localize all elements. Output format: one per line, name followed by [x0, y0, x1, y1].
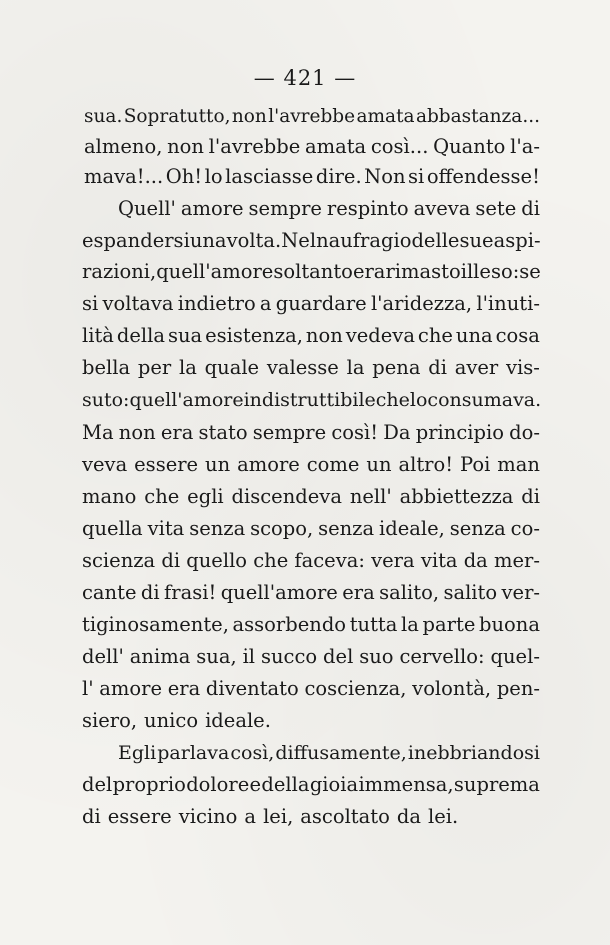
- text-line: suto: quell'amore indistruttibile che lo consumava.: [82, 389, 542, 411]
- text-line: tiginosamente, assorbendo tutta la parte buona: [82, 613, 540, 636]
- text-line: di essere vicino a lei, ascoltato da lei.: [82, 805, 459, 828]
- text-line: l' amore era diventato coscienza, volontà, pen-: [82, 677, 540, 700]
- text-line: scienza di quello che faceva: vera vita da mer-: [82, 549, 540, 572]
- page-number: — 421 —: [253, 66, 357, 90]
- text-line: mava!... Oh! lo lasciasse dire. Non si offendesse!: [84, 165, 540, 188]
- text-line: cante di frasi! quell'amore era salito, salito ver-: [82, 581, 540, 604]
- text-line: dell' anima sua, il succo del suo cervello: quel-: [82, 645, 540, 668]
- text-line: Ma non era stato sempre così! Da principio do-: [82, 421, 540, 444]
- text-line: si voltava indietro a guardare l'aridezza, l'inuti-: [82, 292, 540, 315]
- text-line: lità della sua esistenza, non vedeva che una cosa: [82, 324, 540, 347]
- text-line: espandersi una volta. Nel naufragio delle sue aspi-: [82, 229, 541, 252]
- text-line: razioni, quell'amore soltanto era rimasto illeso: se: [82, 260, 541, 283]
- text-line: sua. Sopratutto, non l'avrebbe amata abbastanza...: [84, 106, 540, 127]
- text-line: almeno, non l'avrebbe amata così... Quanto l'a-: [84, 135, 540, 158]
- text-line: mano che egli discendeva nell' abbiettezza di: [82, 485, 540, 508]
- text-line: del proprio dolore e della gioia immensa, suprema: [82, 773, 540, 796]
- text-line: siero, unico ideale.: [82, 709, 271, 732]
- text-line: veva essere un amore come un altro! Poi man: [82, 453, 540, 476]
- text-line: quella vita senza scopo, senza ideale, senza co-: [82, 517, 540, 540]
- text-line: Quell' amore sempre respinto aveva sete di: [118, 197, 540, 220]
- text-line: bella per la quale valesse la pena di aver vis-: [82, 356, 540, 379]
- text-line: Egli parlava così, diffusamente, inebbriandosi: [118, 742, 540, 764]
